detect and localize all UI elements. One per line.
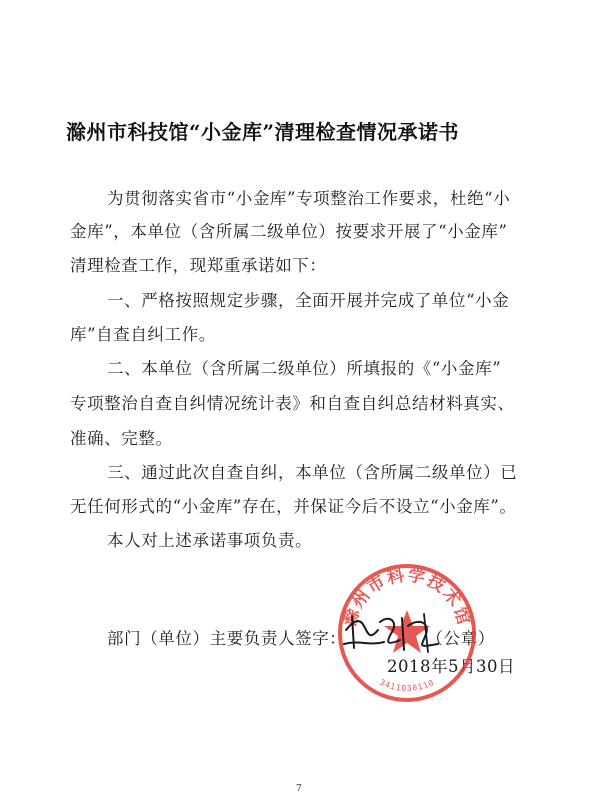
document-title: 滁州市科技馆“小金库”清理检查情况承诺书 (66, 120, 460, 144)
paragraph-line: 专项整治自查自纠情况统计表》和自查自纠总结材料真实、 (70, 394, 515, 413)
paragraph-line: 为贯彻落实省市“小金库”专项整治工作要求，杜绝“小 (107, 189, 511, 208)
signature-label: 部门（单位）主要负责人签字： (107, 629, 347, 648)
paragraph-line: 准确、完整。 (70, 429, 173, 448)
paragraph-line: 三、通过此次自查自纠，本单位（含所属二级单位）已 (107, 463, 518, 482)
paragraph-line: 金库”，本单位（含所属二级单位）按要求开展了“小金库” (70, 222, 508, 241)
paragraph-line: 二、本单位（含所属二级单位）所填报的《“小金库” (107, 359, 502, 378)
seal-text: 滁州市科学技术馆 (340, 565, 474, 629)
page-number: 7 (296, 784, 302, 794)
paragraph-line: 一、严格按照规定步骤，全面开展并完成了单位“小金 (107, 291, 510, 310)
paragraph-line: 清理检查工作，现郑重承诺如下： (70, 256, 327, 275)
paragraph-line: 库”自查自纠工作。 (70, 325, 216, 344)
document-date: 2018年5月30日 (387, 657, 515, 676)
seal-code: 3411030110 (378, 677, 436, 694)
paragraph-line: 无任何形式的“小金库”存在，并保证今后不设立“小金库”。 (70, 497, 517, 516)
paragraph-line: 本人对上述承诺事项负责。 (107, 531, 313, 550)
handwritten-signature (340, 600, 450, 660)
seal-note: （公章） (426, 629, 495, 648)
